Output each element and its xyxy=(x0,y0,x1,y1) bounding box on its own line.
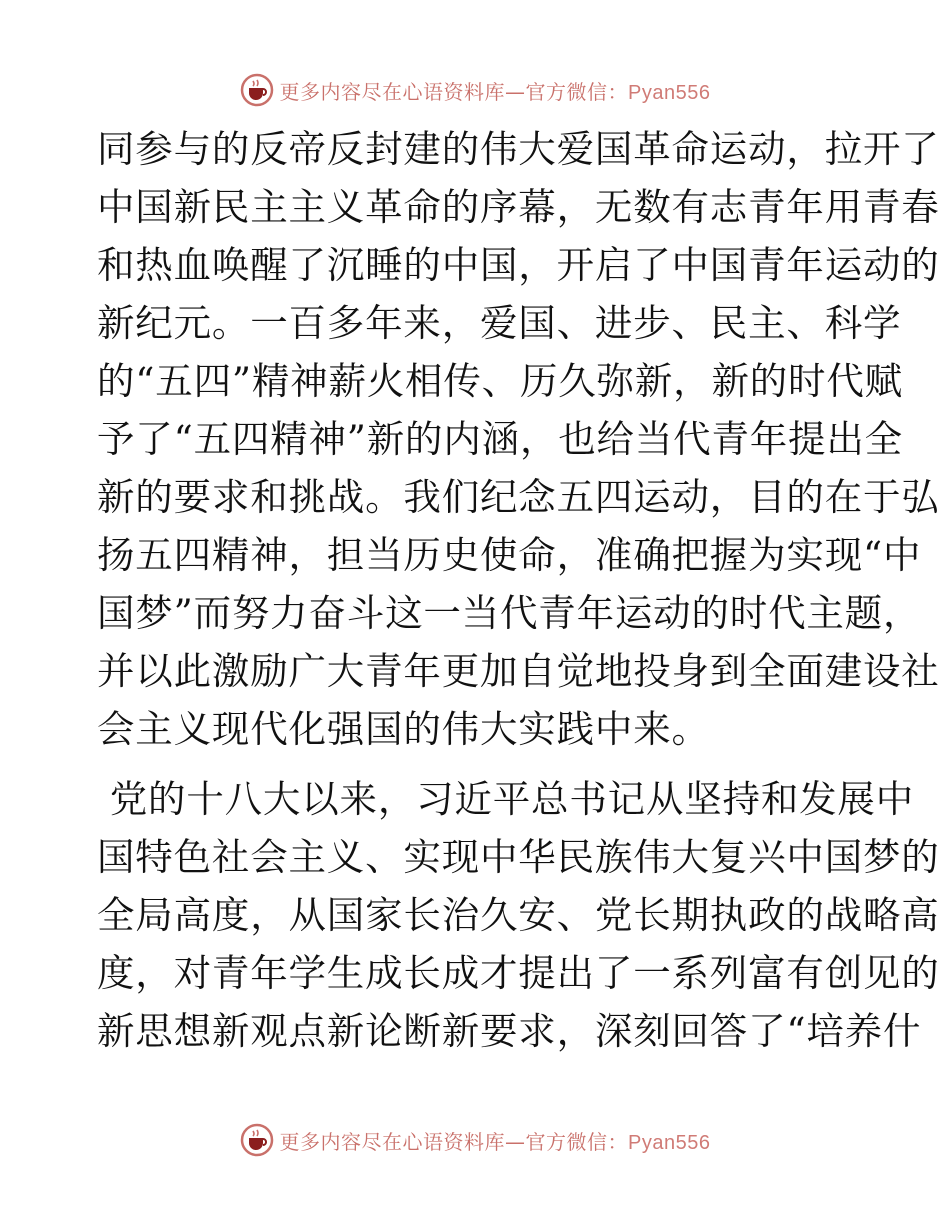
paragraph xyxy=(97,120,940,758)
text-line: 的“五四”精神薪火相传、历久弥新，新的时代赋 xyxy=(97,359,903,403)
text-line: 并以此激励广大青年更加自觉地投身到全面建设社 xyxy=(97,649,940,693)
footer-banner xyxy=(0,1120,950,1160)
text-line: 党的十八大以来，习近平总书记从坚持和发展中 xyxy=(97,777,915,821)
tea-cup-icon xyxy=(240,1123,274,1157)
text-line: 新的要求和挑战。我们纪念五四运动，目的在于弘 xyxy=(97,475,940,519)
text-line: 和热血唤醒了沉睡的中国，开启了中国青年运动的 xyxy=(97,243,940,287)
document-body xyxy=(97,120,940,1060)
banner-text: 更多内容尽在心语资料库—官方微信：Pyan556 xyxy=(279,1129,711,1154)
text-line: 国特色社会主义、实现中华民族伟大复兴中国梦的 xyxy=(97,835,940,879)
text-line: 度，对青年学生成长成才提出了一系列富有创见的 xyxy=(97,951,940,995)
text-line: 扬五四精神，担当历史使命，准确把握为实现“中 xyxy=(97,533,922,577)
text-line: 新纪元。一百多年来，爱国、进步、民主、科学 xyxy=(97,301,902,345)
text-line: 予了“五四精神”新的内涵，也给当代青年提出全 xyxy=(97,417,903,461)
text-line: 全局高度，从国家长治久安、党长期执政的战略高 xyxy=(97,893,940,937)
text-line: 同参与的反帝反封建的伟大爱国革命运动，拉开了 xyxy=(97,127,940,171)
text-line: 国梦”而努力奋斗这一当代青年运动的时代主题， xyxy=(97,591,922,635)
text-line: 中国新民主主义革命的序幕，无数有志青年用青春 xyxy=(97,185,940,229)
paragraph xyxy=(97,770,940,1060)
tea-cup-icon xyxy=(240,73,274,107)
header-banner xyxy=(0,70,950,110)
banner-text: 更多内容尽在心语资料库—官方微信：Pyan556 xyxy=(279,79,711,104)
text-line: 新思想新观点新论断新要求，深刻回答了“培养什 xyxy=(97,1009,922,1053)
text-line: 会主义现代化强国的伟大实践中来。 xyxy=(97,707,710,751)
paragraph-gap xyxy=(97,758,857,770)
